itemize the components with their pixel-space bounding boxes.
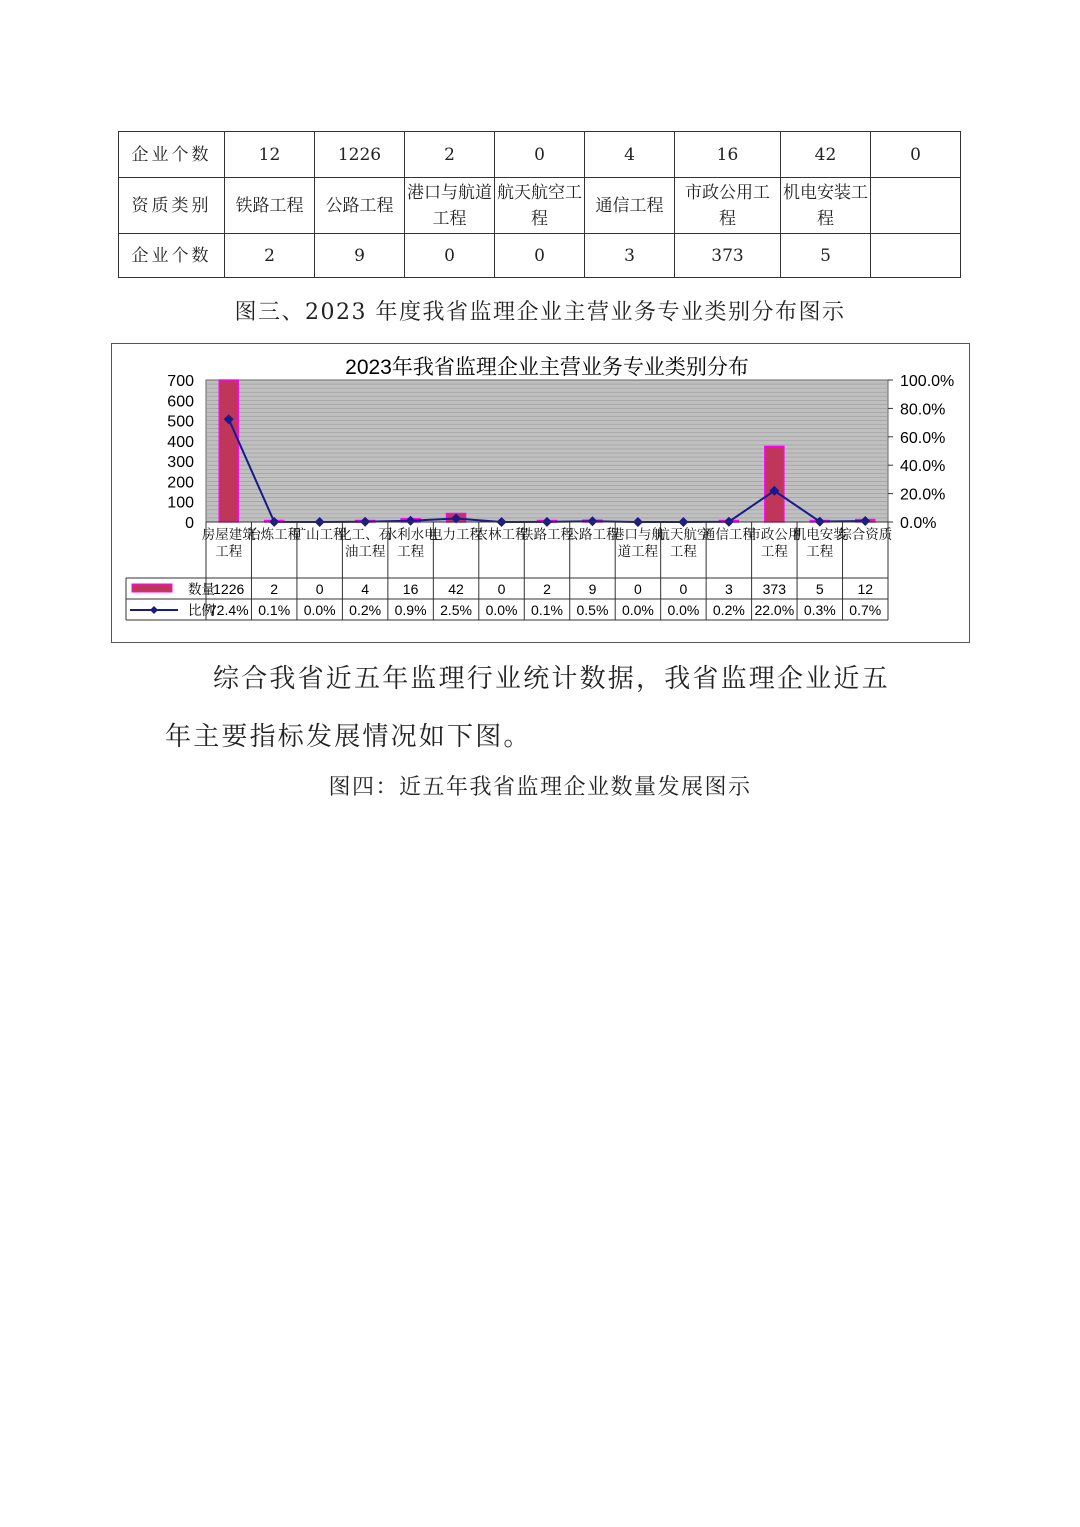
x-tick-label: 水利水电工程 — [383, 527, 438, 560]
bar-data-label: 12 — [857, 581, 874, 597]
table-cell — [871, 178, 961, 234]
y2-tick-label: 100.0% — [900, 373, 955, 390]
x-tick-label: 矿山工程 — [292, 527, 347, 543]
table-cell: 企业个数 — [119, 234, 225, 278]
ratio-data-label: 0.2% — [712, 602, 745, 618]
table-cell: 2 — [225, 234, 315, 278]
legend-line-label: 比例 — [188, 603, 215, 618]
distribution-chart — [111, 343, 970, 643]
y2-tick-label: 60.0% — [900, 429, 946, 447]
x-tick-label: 公路工程 — [565, 527, 620, 543]
ratio-data-label: 0.5% — [576, 602, 609, 618]
table-cell: 铁路工程 — [225, 178, 315, 234]
x-tick-label: 市政公用工程 — [747, 527, 802, 560]
table-cell: 0 — [495, 234, 585, 278]
table-row — [119, 132, 961, 178]
figure-caption-3: 图三、2023 年度我省监理企业主营业务专业类别分布图示 — [234, 300, 846, 325]
table-cell: 2 — [405, 132, 495, 178]
ratio-data-label: 72.4% — [208, 602, 249, 618]
legend-bar-label: 数量 — [188, 582, 215, 597]
ratio-data-label: 0.0% — [621, 602, 654, 618]
x-tick-label: 综合资质 — [838, 527, 893, 543]
plot-area — [206, 380, 888, 522]
table-cell: 12 — [225, 132, 315, 178]
bar-data-label: 3 — [724, 581, 733, 597]
table-cell: 373 — [675, 234, 781, 278]
paragraph-line-2: 年主要指标发展情况如下图。 — [165, 722, 532, 752]
x-tick-label: 化工、石油工程 — [338, 527, 393, 560]
bar — [219, 380, 238, 522]
ratio-data-label: 0.0% — [485, 602, 518, 618]
bar-data-label: 42 — [448, 581, 464, 597]
ratio-data-label: 0.3% — [803, 602, 836, 618]
legend-bar-key — [132, 584, 172, 592]
enterprise-count-table — [118, 131, 961, 278]
x-tick-label: 电力工程 — [429, 527, 484, 543]
table-cell: 3 — [585, 234, 675, 278]
table-cell: 42 — [781, 132, 871, 178]
bar-data-label: 4 — [361, 581, 370, 597]
bar-data-label: 9 — [588, 581, 597, 597]
table-cell: 16 — [675, 132, 781, 178]
bar-data-label: 0 — [497, 581, 506, 597]
y2-tick-label: 40.0% — [900, 458, 946, 476]
table-cell: 港口与航道工程 — [405, 178, 495, 234]
table-cell: 资质类别 — [119, 178, 225, 234]
y-tick-label: 0 — [185, 515, 194, 532]
x-tick-label: 房屋建筑工程 — [201, 527, 256, 560]
bar-data-label: 1226 — [213, 581, 245, 597]
table-cell: 0 — [871, 132, 961, 178]
bar-data-label: 16 — [402, 581, 419, 597]
ratio-data-label: 0.0% — [303, 602, 336, 618]
legend-line-marker — [150, 606, 158, 614]
x-tick-label: 航天航空工程 — [656, 527, 711, 560]
table-cell: 4 — [585, 132, 675, 178]
x-tick-label: 港口与航道工程 — [610, 527, 665, 560]
y-tick-label: 500 — [167, 413, 194, 431]
chart-svg — [112, 344, 969, 642]
y-tick-label: 300 — [167, 454, 194, 472]
x-tick-label: 铁路工程 — [520, 527, 574, 543]
x-tick-label: 冶炼工程 — [247, 527, 302, 543]
table-cell: 5 — [781, 234, 871, 278]
ratio-data-label: 22.0% — [754, 602, 795, 618]
ratio-data-label: 0.7% — [849, 602, 882, 618]
y2-tick-label: 0.0% — [900, 515, 937, 532]
bar-data-label: 0 — [679, 581, 688, 597]
x-tick-label: 农林工程 — [474, 527, 529, 543]
y2-tick-label: 80.0% — [900, 401, 946, 419]
y-tick-label: 600 — [167, 393, 194, 411]
table-cell: 0 — [405, 234, 495, 278]
paragraph-line-1: 综合我省近五年监理行业统计数据，我省监理企业近五 — [213, 664, 890, 694]
chart-title: 2023年我省监理企业主营业务专业类别分布 — [345, 356, 749, 379]
ratio-data-label: 0.9% — [394, 602, 427, 618]
ratio-data-label: 0.1% — [258, 602, 291, 618]
bar-data-label: 0 — [315, 581, 324, 597]
y2-tick-label: 20.0% — [900, 486, 946, 504]
bar-data-label: 0 — [634, 581, 642, 597]
table-cell: 1226 — [315, 132, 405, 178]
ratio-data-label: 0.0% — [667, 602, 700, 618]
y-tick-label: 100 — [167, 494, 194, 512]
y-tick-label: 400 — [167, 433, 194, 451]
table-cell: 市政公用工程 — [675, 178, 781, 234]
table-cell — [871, 234, 961, 278]
y-tick-label: 700 — [167, 373, 194, 390]
bar — [765, 446, 784, 522]
table-cell: 0 — [495, 132, 585, 178]
ratio-data-label: 2.5% — [440, 602, 473, 618]
x-tick-label: 机电安装工程 — [792, 527, 847, 560]
table-cell: 航天航空工程 — [495, 178, 585, 234]
figure-caption-4: 图四：近五年我省监理企业数量发展图示 — [328, 775, 752, 800]
x-tick-label: 通信工程 — [701, 527, 756, 543]
bar-data-label: 2 — [270, 581, 279, 597]
table-cell: 机电安装工程 — [781, 178, 871, 234]
table-row — [119, 234, 961, 278]
table-cell: 通信工程 — [585, 178, 675, 234]
bar-data-label: 373 — [762, 581, 787, 597]
ratio-data-label: 0.1% — [531, 602, 563, 618]
table-cell: 9 — [315, 234, 405, 278]
table-row — [119, 178, 961, 234]
bar-data-label: 5 — [815, 581, 824, 597]
bar-data-label: 2 — [543, 581, 551, 597]
table-cell: 企业个数 — [119, 132, 225, 178]
table-cell: 公路工程 — [315, 178, 405, 234]
ratio-data-label: 0.2% — [349, 602, 382, 618]
y-tick-label: 200 — [167, 474, 194, 492]
body-paragraph — [165, 650, 925, 766]
